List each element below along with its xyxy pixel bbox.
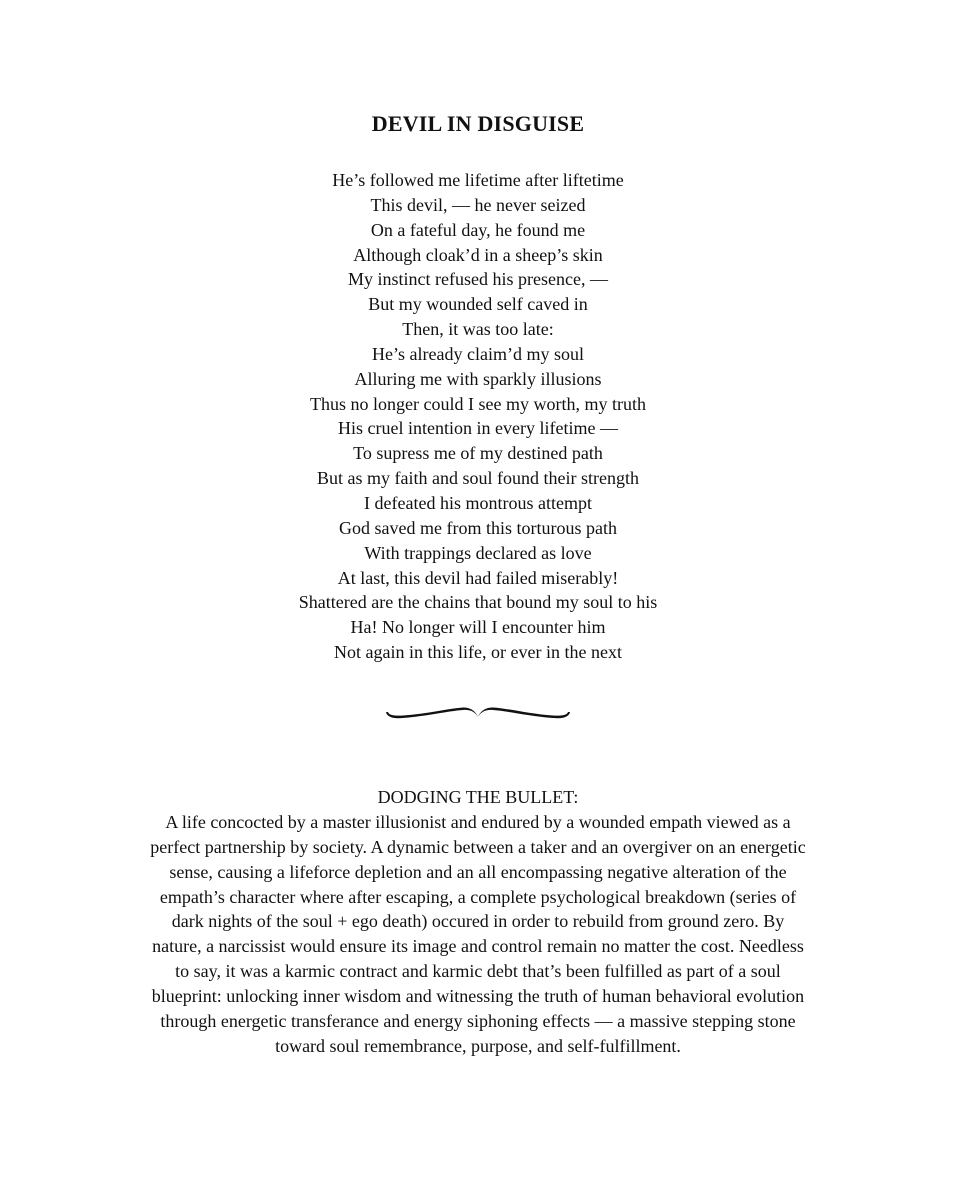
note-heading: DODGING THE BULLET: <box>377 787 579 807</box>
poem-line: Although cloak’d in a sheep’s skin <box>353 244 603 265</box>
flourish-left-swash <box>386 707 478 718</box>
poem-line: Not again in this life, or ever in the next <box>334 642 622 663</box>
poem-line: This devil, — he never seized <box>370 194 586 215</box>
note-body: A life concocted by a master illusionist and endured by a wounded empath viewed as a perfect partnership by society. A dynamic between a taker and an overgiver on an energetic sense, causing a lifeforce depletion and an all encompassing negative alteration of the empath’s character where after escaping, a complete psychological breakdown (series of dark nights of the soul + ego death) occured in order to rebuild from ground zero. By nature, a narcissist would ensure its image and control remain no matter the cost. Needless to say, it was a karmic contract and karmic debt that’s been fulfilled as part of a soul blueprint: unlocking inner wisdom and witnessing the truth of human behavioral evolution through energetic transferance and energy siphoning effects — a massive stepping stone toward soul remembrance, purpose, and self-fulfillment. <box>150 812 806 1056</box>
poem-line: On a fateful day, he found me <box>370 219 586 240</box>
poem-line: I defeated his montrous attempt <box>364 492 592 513</box>
poem-line: Thus no longer could I see my worth, my truth <box>310 393 646 414</box>
poem-line: But as my faith and soul found their strength <box>317 468 639 489</box>
poem-line: With trappings declared as love <box>364 542 592 563</box>
poem-line: Shattered are the chains that bound my soul to his <box>298 592 658 613</box>
flourish-divider-icon <box>383 704 573 726</box>
poem-line: He’s followed me lifetime after liftetime <box>332 170 624 190</box>
poem-line: Ha! No longer will I encounter him <box>350 617 606 638</box>
poem-line: God saved me from this torturous path <box>339 517 617 538</box>
poem-line: To supress me of my destined path <box>353 443 603 464</box>
poem-line: He’s already claim’d my soul <box>372 343 584 364</box>
poem-line: Then, it was too late: <box>402 319 554 340</box>
poem-line: My instinct refused his presence, — <box>348 269 608 290</box>
poem-line: His cruel intention in every lifetime — <box>338 418 618 439</box>
poem-title: DEVIL IN DISGUISE <box>371 111 585 136</box>
poem-line: At last, this devil had failed miserably! <box>337 567 619 588</box>
poem-stanza <box>0 168 956 665</box>
flourish-right-swash <box>478 707 570 718</box>
poem-line: Alluring me with sparkly illusions <box>354 368 602 389</box>
poem-line: But my wounded self caved in <box>368 294 588 315</box>
